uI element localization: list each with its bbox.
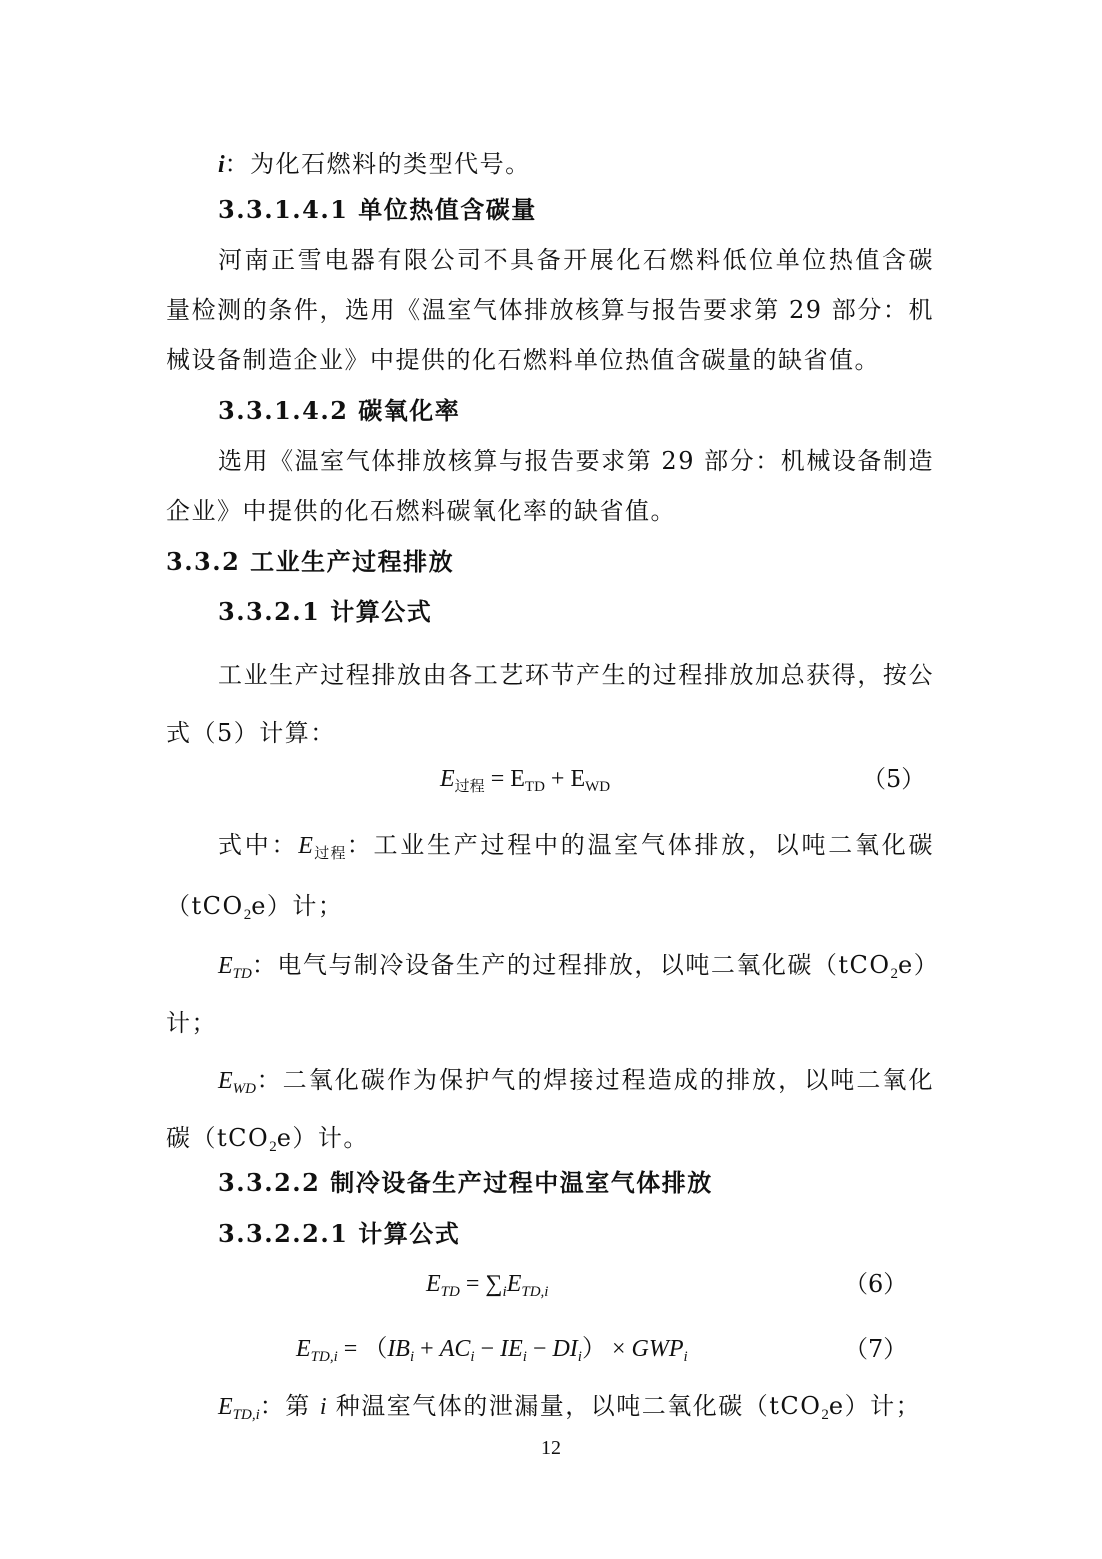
- definition-e-td-i-text-c: e）计；: [828, 1392, 922, 1420]
- equation-7-number: （7）: [844, 1335, 908, 1363]
- eq7-lhs-sub: TD,i: [310, 1349, 338, 1365]
- eq5-lhs-sub: 过程: [454, 777, 485, 795]
- var-e-wd: E: [218, 1068, 233, 1094]
- para1-line2: 量检测的条件，选用《温室气体排放核算与报告要求第 29 部分：机: [166, 296, 934, 324]
- eq7-open-paren: （: [363, 1336, 388, 1362]
- eq7-minus-1: −: [474, 1336, 501, 1362]
- unit-sub: 2: [890, 966, 899, 982]
- var-e-td-sub: TD: [232, 966, 252, 982]
- eq7-ac-sub: i: [470, 1349, 475, 1365]
- unit-open: 碳（tCO: [166, 1124, 270, 1152]
- eq7-plus: +: [414, 1336, 440, 1362]
- eq6-rhs: E: [506, 1271, 522, 1297]
- unit-close: e）计；: [251, 892, 344, 920]
- eq7-minus-2: −: [526, 1336, 553, 1362]
- eq5-lhs: E: [440, 766, 455, 792]
- equation-6: [426, 1268, 548, 1303]
- eq7-ac: AC: [439, 1336, 471, 1362]
- eq7-di: DI: [552, 1336, 578, 1362]
- eq7-close-paren: ）: [581, 1336, 606, 1362]
- eq5-equals: =: [484, 766, 511, 792]
- unit-close: e）: [898, 951, 940, 979]
- unit-sub: 2: [821, 1407, 829, 1423]
- heading-3-3-2-1: 3.3.2.1 计算公式: [218, 597, 433, 626]
- heading-3-3-2-2: 3.3.2.2 制冷设备生产过程中温室气体排放: [218, 1168, 713, 1197]
- eq7-equals: =: [337, 1336, 364, 1362]
- para1-line3: 械设备制造企业》中提供的化石燃料单位热值含碳量的缺省值。: [166, 346, 880, 374]
- para3-line1: 工业生产过程排放由各工艺环节产生的过程排放加总获得，按公: [218, 661, 934, 689]
- unit-sub: 2: [243, 907, 252, 923]
- eq7-gwp-sub: i: [683, 1349, 688, 1365]
- var-e-process-sub: 过程: [312, 844, 347, 862]
- definition-i-text: ：为化石燃料的类型代号。: [224, 150, 531, 178]
- eq5-plus: +: [544, 766, 571, 792]
- definition-e-process-line2: [166, 890, 343, 926]
- definition-e-td-i-text-b: 种温室气体的泄漏量，以吨二氧化碳（tCO: [326, 1392, 822, 1420]
- definition-e-td-text: ：电气与制冷设备生产的过程排放，以吨二氧化碳（tCO: [251, 951, 891, 979]
- unit-sub: 2: [269, 1139, 277, 1155]
- equation-5: [440, 763, 610, 798]
- eq5-term1-sub: TD: [524, 779, 545, 795]
- heading-3-3-2: 3.3.2 工业生产过程排放: [166, 547, 455, 576]
- var-i-inline: i: [319, 1394, 327, 1420]
- var-e-wd-sub: WD: [232, 1081, 256, 1097]
- eq5-term1: E: [510, 766, 525, 792]
- eq7-ie: IE: [500, 1336, 523, 1362]
- var-e-td-i-sub: TD,i: [232, 1407, 260, 1423]
- definition-e-td-line2: 计；: [166, 1009, 217, 1037]
- definition-e-process-text: ：工业生产过程中的温室气体排放，以吨二氧化碳: [346, 831, 935, 859]
- eq7-gwp: GWP: [631, 1336, 684, 1362]
- definition-i: [218, 148, 531, 181]
- eq6-lhs-sub: TD: [440, 1284, 460, 1300]
- para2-line1: 选用《温室气体排放核算与报告要求第 29 部分：机械设备制造: [218, 447, 934, 475]
- unit-open: （tCO: [166, 892, 244, 920]
- definition-e-td-line1: [218, 949, 940, 985]
- eq7-ib-sub: i: [409, 1349, 415, 1365]
- eq7-ib: IB: [387, 1336, 410, 1362]
- heading-3-3-1-4-2: 3.3.1.4.2 碳氧化率: [218, 396, 461, 425]
- equation-6-number: （6）: [844, 1270, 908, 1298]
- var-e-td: E: [218, 953, 233, 979]
- definition-e-td-i-text-a: ：第: [259, 1392, 320, 1420]
- heading-3-3-1-4-1: 3.3.1.4.1 单位热值含碳量: [218, 195, 537, 224]
- eq6-sum-sub: i: [502, 1284, 507, 1300]
- definition-e-process-line1: [218, 829, 934, 864]
- eq5-term2: E: [570, 766, 586, 792]
- eq7-lhs: E: [296, 1336, 311, 1362]
- definition-e-wd-line1: [218, 1064, 934, 1100]
- var-e-process: E: [298, 833, 313, 859]
- eq6-rhs-sub: TD,i: [521, 1284, 549, 1300]
- eq7-times: ×: [605, 1336, 632, 1362]
- equation-5-number: （5）: [862, 765, 926, 793]
- para1-line1: 河南正雪电器有限公司不具备开展化石燃料低位单位热值含碳: [218, 246, 934, 274]
- eq6-equals: =: [459, 1271, 486, 1297]
- page-number: 12: [541, 1437, 561, 1459]
- para3-line2: 式（5）计算：: [166, 719, 336, 747]
- heading-3-3-2-2-1: 3.3.2.2.1 计算公式: [218, 1219, 461, 1248]
- unit-close: e）计。: [276, 1124, 369, 1152]
- eq5-term2-sub: WD: [585, 779, 611, 795]
- eq7-ie-sub: i: [522, 1349, 527, 1365]
- eq6-lhs: E: [426, 1271, 441, 1297]
- var-i: i: [218, 152, 225, 178]
- eq7-di-sub: i: [577, 1349, 582, 1365]
- var-e-td-i: E: [218, 1394, 233, 1420]
- definition-e-td-i: [218, 1390, 921, 1426]
- para2-line2: 企业》中提供的化石燃料碳氧化率的缺省值。: [166, 497, 676, 525]
- eq6-sum-symbol: ∑: [485, 1271, 503, 1297]
- definition-e-wd-line2: [166, 1122, 369, 1158]
- definition-e-wd-text: ：二氧化碳作为保护气的焊接过程造成的排放，以吨二氧化: [256, 1066, 934, 1094]
- definition-prefix: 式中：: [218, 831, 299, 859]
- equation-7: [296, 1333, 688, 1368]
